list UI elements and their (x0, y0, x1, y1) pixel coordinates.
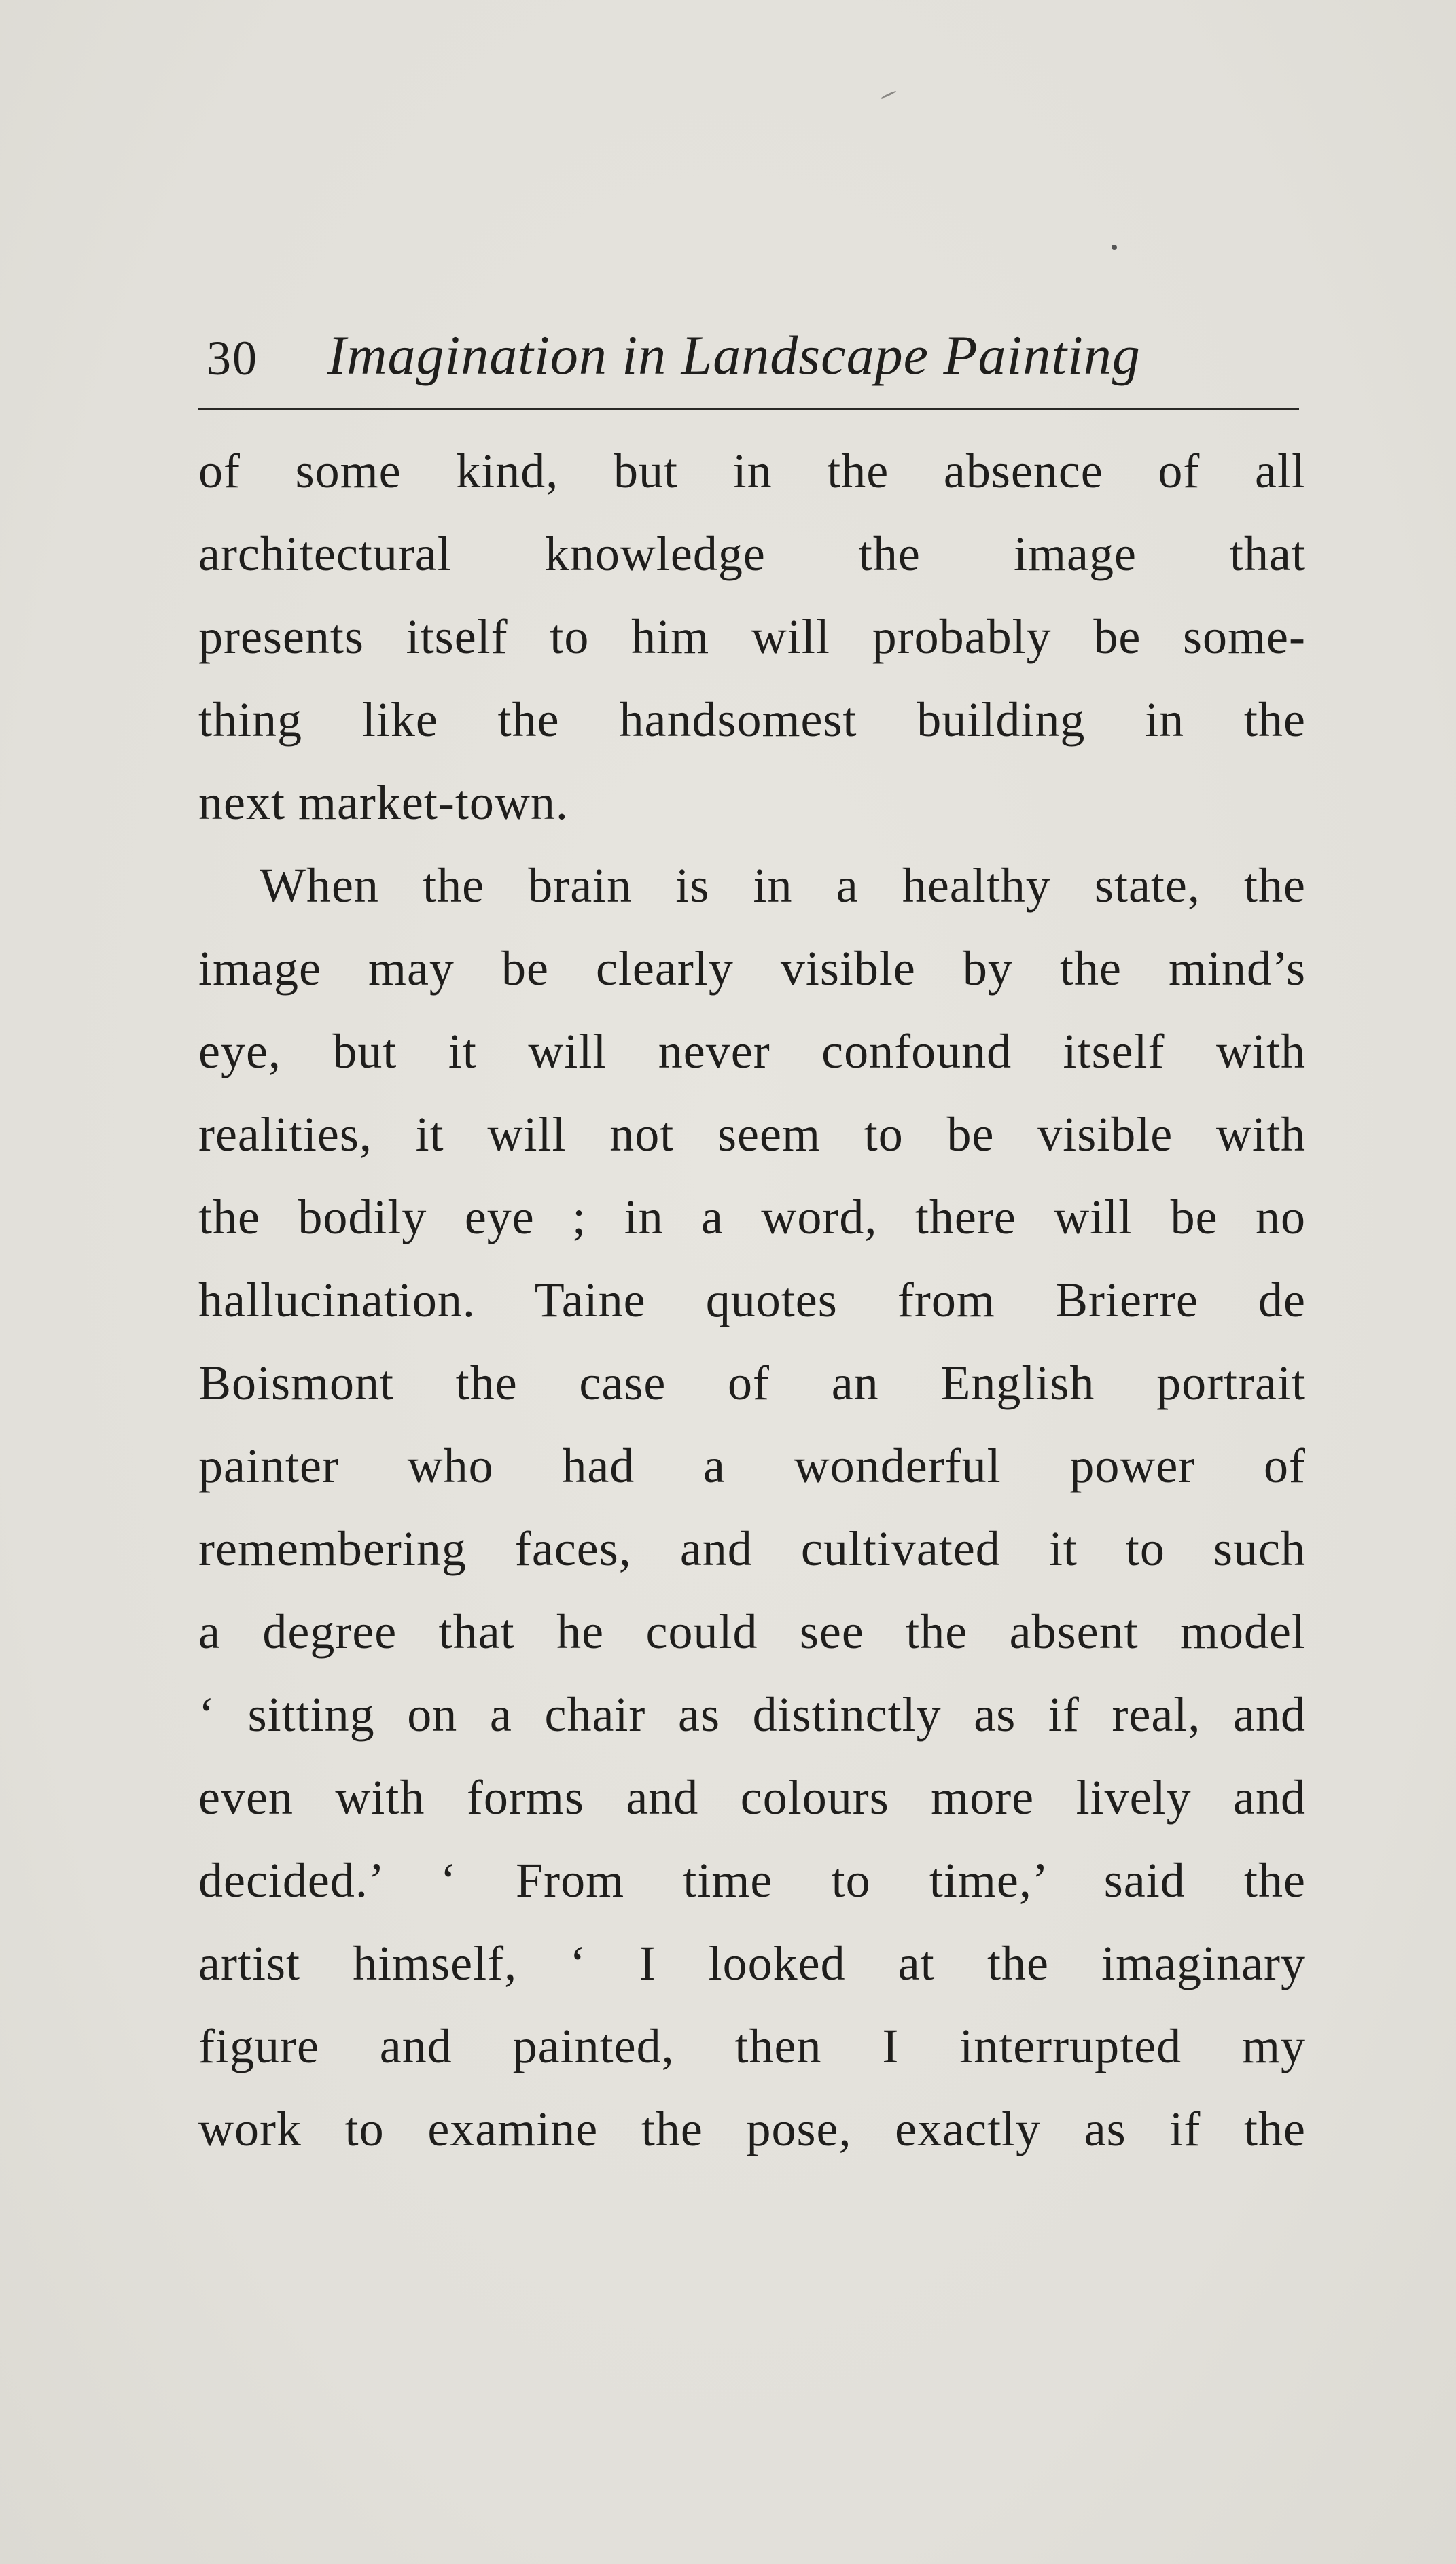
text-line: When the brain is in a healthy state, the (260, 858, 1306, 913)
page-number: 30 (207, 331, 258, 385)
text-line: of some kind, but in the absence of all (198, 444, 1306, 498)
text-line: presents itself to him will probably be some- (198, 610, 1306, 664)
text-line: image may be clearly visible by the mind’s (198, 941, 1306, 996)
header-rule (198, 408, 1299, 410)
ink-speck (1112, 245, 1117, 250)
text-line: Boismont the case of an English portrait (198, 1356, 1306, 1410)
text-line: painter who had a wonderful power of (198, 1439, 1306, 1493)
text-line: decided.’ ‘ From time to time,’ said the (198, 1853, 1306, 1908)
text-line: ‘ sitting on a chair as distinctly as if real, and (198, 1687, 1306, 1742)
text-line: thing like the handsomest building in the (198, 692, 1306, 747)
text-line: artist himself, ‘ I looked at the imaginary (198, 1936, 1306, 1990)
running-title: Imagination in Landscape Painting (327, 324, 1141, 386)
text-line: even with forms and colours more lively and (198, 1770, 1306, 1825)
text-line: remembering faces, and cultivated it to such (198, 1522, 1306, 1576)
text-line: hallucination. Taine quotes from Brierre de (198, 1273, 1306, 1327)
ink-mark (881, 90, 896, 99)
text-line: a degree that he could see the absent model (198, 1604, 1306, 1659)
text-line: work to examine the pose, exactly as if the (198, 2102, 1306, 2156)
text-line: architectural knowledge the image that (198, 527, 1306, 581)
body-text (198, 429, 1306, 2171)
text-line: figure and painted, then I interrupted my (198, 2019, 1306, 2073)
text-line: eye, but it will never confound itself with (198, 1024, 1306, 1078)
text-line: next market-town. (198, 775, 569, 830)
text-line: realities, it will not seem to be visible with (198, 1107, 1306, 1161)
text-line: the bodily eye ; in a word, there will be no (198, 1190, 1306, 1244)
running-header (198, 319, 1299, 394)
